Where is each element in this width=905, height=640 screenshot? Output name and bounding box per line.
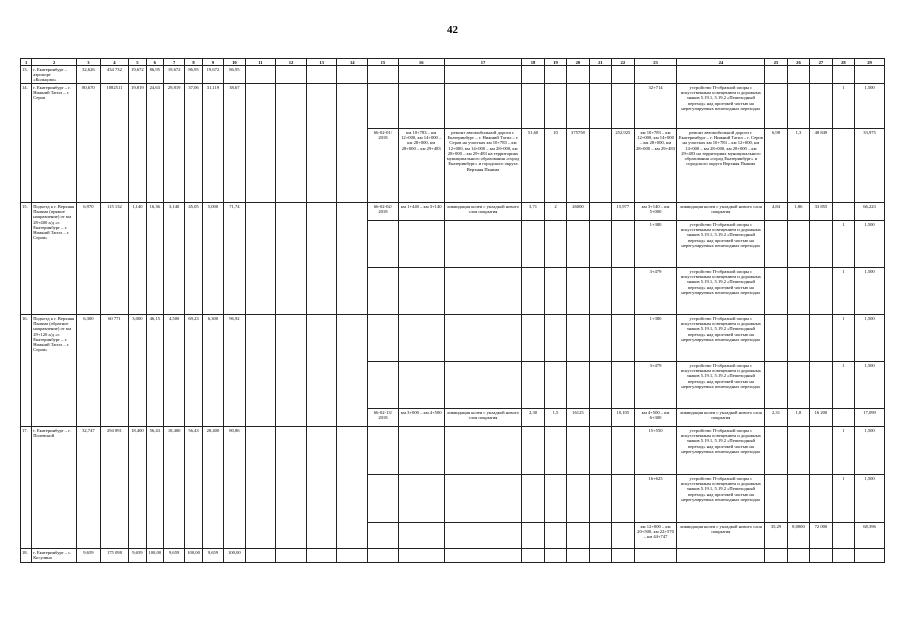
table-cell: 1 [832,221,854,268]
table-cell: 33 855 [810,203,832,221]
table-cell: 252,925 [612,129,634,203]
table-cell: устройство П-образной опоры с искусственным освещением и дорожных знаков 5.19.1, 5.19.2 «Пешеходный переход» над проезжей частью на нерегулируемых пешеходных переходах [677,475,765,523]
column-header: 18 [522,59,544,66]
column-header: 25 [765,59,787,66]
table-cell: 2,30 [522,409,544,427]
row-number: 16. [21,315,32,427]
table-cell: 1082511 [100,84,129,203]
table-cell: 19,672 [163,66,184,84]
table-cell: 1 [832,84,854,129]
table-cell: 1,140 [129,203,146,315]
table-cell: 66-02-01/ 2018 [368,129,399,203]
column-header: 13 [306,59,337,66]
table-cell: 375758 [567,129,589,203]
table-cell: 32,626 [77,66,100,84]
table-row [21,549,885,563]
column-header: 22 [612,59,634,66]
table-cell: 9,659 [202,549,223,563]
table-cell: 1,500 [855,221,885,268]
table-cell: устройство П-образной опоры с искусственным освещением и дорожных знаков 5.19.1, 5.19.2 «Пешеходный переход» над проезжей частью на нерегулируемых пешеходных переходах [677,84,765,129]
column-header: 2 [32,59,77,66]
table-cell: 15,977 [612,203,634,221]
column-header: 15 [368,59,399,66]
road-name: г. Екатеринбург – с. Косулино [32,549,77,563]
table-cell: 2 [544,203,566,221]
road-name: Подъезд к г. Верхняя Пышма (прямое направление) от км 28+400 а/д «г. Екатеринбург – г. Нижний Тагил – г. Серов» [32,203,77,315]
table-cell: 66-02-02/ 2018 [368,203,399,221]
column-header: 24 [677,59,765,66]
table-cell: 48 849 [810,129,832,203]
column-header: 1 [21,59,32,66]
table-cell: 69,23 [185,315,202,427]
table-cell: 16 200 [810,409,832,427]
column-header: 17 [444,59,522,66]
table-cell: 19,672 [202,66,223,84]
column-header: 19 [544,59,566,66]
table-cell: 6,300 [202,315,223,427]
table-cell: 5,000 [202,203,223,315]
table-cell: 1 [832,362,854,409]
table-cell: 1 [832,268,854,315]
column-header: 3 [77,59,100,66]
table-cell: 6,300 [77,315,100,427]
table-cell: 1 [832,315,854,362]
table-cell: 24,63 [146,84,163,203]
table-cell: 16,36 [146,203,163,315]
table-cell: км 10+783 – км 12+000, км 14+000 – км 28+000, км 28+000 – км 29+483 [398,129,444,203]
table-cell: 100,00 [185,549,202,563]
table-cell: 31,119 [202,84,223,203]
table-cell: 175 098 [100,549,129,563]
table-cell: 86,95 [185,66,202,84]
table-cell: устройство П-образной опоры с искусственным освещением и дорожных знаков 5.19.1, 5.19.2 «Пешеходный переход» над проезжей частью на нерегулируемых пешеходных переходах [677,221,765,268]
table-cell: ремонт автомобильной дороги г. Екатеринбург – г. Нижний Тагил – г. Серов на участках км 10+783 – км 12+000, км 14+000 – км 28+000, км 28+000 – км 29+483 на территориях муниципального образования «город Екатеринбург» и городского округа Верхняя Пышма [444,129,522,203]
table-cell: 10,105 [612,409,634,427]
table-cell: 80,670 [77,84,100,203]
table-cell: 29,819 [163,84,184,203]
table-cell: устройство П-образной опоры с искусственным освещением и дорожных знаков 5.19.1, 5.19.2 «Пешеходный переход» над проезжей частью на нерегулируемых пешеходных переходах [677,362,765,409]
table-row [21,203,885,221]
table-cell: 80,86 [224,427,245,549]
road-name: г. Екатеринбург – аэропорт «Кольцово» [32,66,77,84]
column-header: 26 [787,59,809,66]
table-cell: 1,5 [544,409,566,427]
table-cell: 10 [544,129,566,203]
table-cell: 86,95 [224,66,245,84]
table-cell: 18,400 [129,427,146,549]
table-cell: 1+380 [634,221,677,268]
table-cell: 96,92 [224,315,245,427]
row-number: 13. [21,66,32,84]
table-cell: 71,74 [224,203,245,315]
column-header: 4 [100,59,129,66]
table-cell: км 12+000 – км 20+500, км 22+570 – км 44+747 [634,523,677,549]
column-number-row [21,59,885,66]
table-cell: 38,67 [224,84,245,203]
table-cell: 4,500 [163,315,184,427]
table-cell: 66-02-13/ 2018 [368,409,399,427]
table-cell: 68,396 [855,523,885,549]
column-header: 12 [276,59,307,66]
table-row [21,427,885,475]
table-cell: 3+479 [634,362,677,409]
table-cell: 9,659 [129,549,146,563]
table-cell: 4,84 [765,203,787,221]
table-cell: 66,223 [855,203,885,221]
table-cell: 3,000 [129,315,146,427]
table-cell: ликвидация колеи с укладкой нового слоя покрытия [677,203,765,221]
table-cell: 434 732 [100,66,129,84]
row-number: 18. [21,549,32,563]
table-row [21,66,885,84]
table-cell: 37,06 [185,84,202,203]
table-cell: 45,05 [185,203,202,315]
road-name: г. Екатеринбург – г. Полевской [32,427,77,549]
table-cell: 2,31 [765,409,787,427]
road-name: г. Екатеринбург – г. Нижний Тагил – г. Серов [32,84,77,203]
table-cell: устройство П-образной опоры с искусственным освещением и дорожных знаков 5.19.1, 5.19.2 «Пешеходный переход» над проезжей частью на нерегулируемых пешеходных переходах [677,315,765,362]
table-cell: 3+479 [634,268,677,315]
table-row [21,84,885,129]
table-cell: 56,43 [146,427,163,549]
table-cell: 294 891 [100,427,129,549]
table-cell: 3,71 [522,203,544,221]
table-cell: устройство П-образной опоры с искусственным освещением и дорожных знаков 5.19.1, 5.19.2 «Пешеходный переход» над проезжей частью на нерегулируемых пешеходных переходах [677,268,765,315]
column-header: 14 [337,59,368,66]
row-number: 17. [21,427,32,549]
table-cell: 15+550 [634,427,677,475]
table-cell: 115 132 [100,203,129,315]
page-number: 42 [447,24,458,36]
row-number: 15. [21,203,32,315]
table-cell: 1,86 [787,203,809,221]
table-cell: км 3+140 – км 5+000 [634,203,677,221]
column-header: 8 [185,59,202,66]
table-cell: 28,400 [202,427,223,549]
table-cell: 1,500 [855,315,885,362]
column-header: 29 [855,59,885,66]
table-cell: 16+625 [634,475,677,523]
table-cell: 1 [832,427,854,475]
column-header: 7 [163,59,184,66]
table-cell: 1+380 [634,315,677,362]
table-cell: 6,98 [765,129,787,203]
table-cell: устройство П-образной опоры с искусственным освещением и дорожных знаков 5.19.1, 5.19.2 «Пешеходный переход» над проезжей частью на нерегулируемых пешеходных переходах [677,427,765,475]
table-cell: 3,140 [163,203,184,315]
road-name: Подъезд к г. Верхняя Пышма (обратное направление) от км 29+120 а/д «г. Екатеринбург – г. Нижний Тагил – г. Серов» [32,315,77,427]
table-cell: 46,15 [146,315,163,427]
table-row [21,315,885,362]
table-cell: 60 771 [100,315,129,427]
table-cell: 1,3 [787,129,809,203]
table-cell: 18,400 [163,427,184,549]
table-cell: 26000 [567,203,589,221]
road-works-table [20,58,885,563]
table-cell: 1,500 [855,84,885,129]
table-cell: 19,672 [129,66,146,84]
table-cell: 9,659 [163,549,184,563]
column-header: 23 [634,59,677,66]
table-cell: 1,8 [787,409,809,427]
table-cell: ликвидация колеи с укладкой нового слоя покрытия [444,203,522,221]
column-header: 28 [832,59,854,66]
table-cell: 32+714 [634,84,677,129]
table-cell: 56,43 [185,427,202,549]
column-header: 6 [146,59,163,66]
table-cell: 51,60 [522,129,544,203]
table-cell: 32,747 [77,427,100,549]
table-cell: 9,659 [77,549,100,563]
table-cell: 35,29 [765,523,787,549]
table-cell: км 4+500 – км 6+300 [634,409,677,427]
table-cell: 100,00 [146,549,163,563]
table-cell: 1,500 [855,475,885,523]
table-cell: ликвидация колеи с укладкой нового слоя покрытия [677,523,765,549]
table-cell: км 10+783 – км 12+000, км 14+000 – км 28+000, км 28+000 – км 29+483 [634,129,677,203]
column-header: 10 [224,59,245,66]
table-cell: 16125 [567,409,589,427]
column-header: 20 [567,59,589,66]
table-cell: 72 000 [810,523,832,549]
table-cell: 1,500 [855,427,885,475]
table-cell: 100,00 [224,549,245,563]
column-header: 21 [589,59,611,66]
column-header: 5 [129,59,146,66]
table-cell: ремонт автомобильной дороги г. Екатеринбург – г. Нижний Тагил – г. Серов на участках км 10+783 – км 12+000, км 14+000 – км 28+000, км 28+000 – км 29+483 на территориях муниципального образования «город Екатеринбург» и городского округа Верхняя Пышма [677,129,765,203]
table-cell: 19,819 [129,84,146,203]
column-header: 9 [202,59,223,66]
table-cell: 33,975 [855,129,885,203]
table-cell: км 1+440 – км 3+140 [398,203,444,221]
column-header: 11 [245,59,276,66]
row-number: 14. [21,84,32,203]
column-header: 16 [398,59,444,66]
table-cell: 6,970 [77,203,100,315]
table-cell: 1,500 [855,268,885,315]
table-cell: 8,0000 [787,523,809,549]
table-cell: ликвидация колеи с укладкой нового слоя покрытия [677,409,765,427]
table-cell: 1,500 [855,362,885,409]
table-cell: 86,95 [146,66,163,84]
table-cell: 1 [832,475,854,523]
column-header: 27 [810,59,832,66]
table-cell: 17,099 [855,409,885,427]
table-cell: км 3+000 – км 4+500 [398,409,444,427]
table-cell: ликвидация колеи с укладкой нового слоя покрытия [444,409,522,427]
